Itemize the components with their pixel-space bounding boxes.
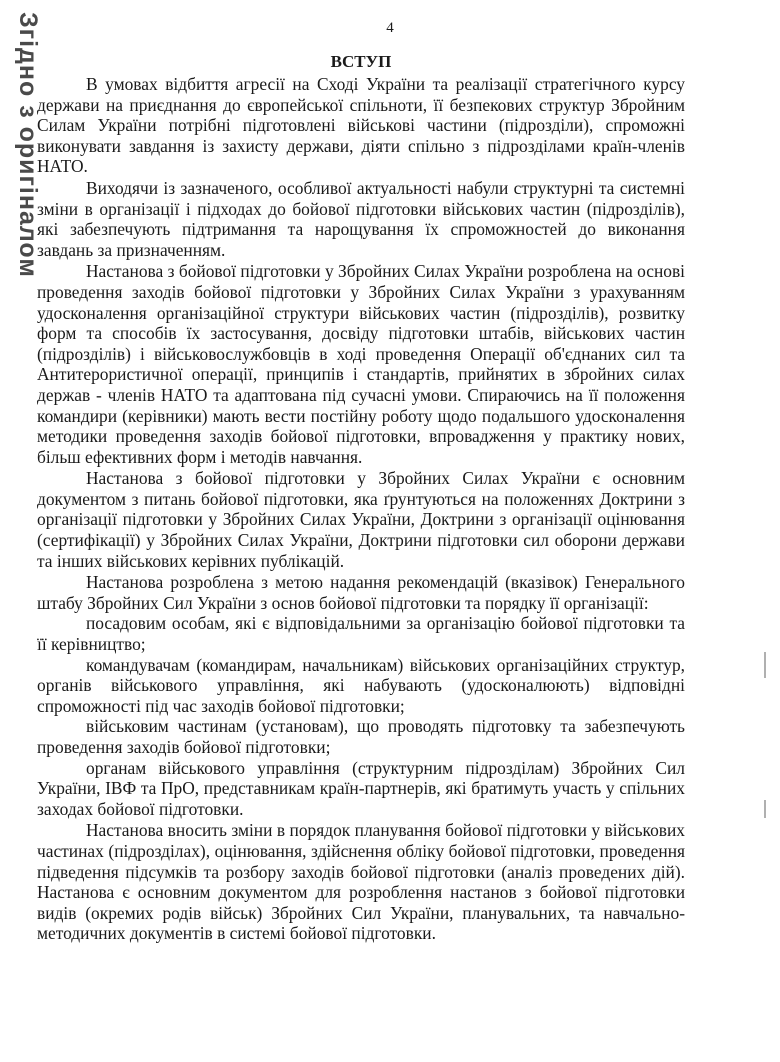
paragraph-doctrine: Настанова з бойової підготовки у Збройних Силах України є основним документом з питань бойової підготовки, яка ґрунтуються на положеннях Доктрини з організації підготовки у Збройних Силах України, Доктрини з організації оцінювання (сертифікації) у Збройних Силах України, Доктрини підготовки сил оборони держави та інших військових керівних публікацій.: [37, 468, 685, 571]
paragraph-changes: Настанова вносить зміни в порядок планування бойової підготовки у військових частинах (підрозділах), оцінювання, здійснення обліку бойової підготовки, проведення підведення підсумків та розбору заходів бойової підготовки (аналіз проведених дій). Настанова є основним документом для розроблення настанов з бойової підготовки видів (окремих родів військ) Збройних Сил України, планувальних, та навчально-методичних документів в системі бойової підготовки.: [37, 820, 685, 944]
paragraph-basis: Настанова з бойової підготовки у Збройних Силах України розроблена на основі проведення заходів бойової підготовки у Збройних Силах України з урахуванням удосконалення організаційної структури військових частин (підрозділів), розвитку форм та способів їх застосування, досвіду підготовки штабів, військових частин (підрозділів) і військовослужбовців в ході проведення Операції об'єднаних сил та Антитерористичної операції, принципів і стандартів, прийнятих в збройних силах держав - членів НАТО та адаптована під сучасні умови. Спираючись на її положення командири (керівники) мають вести постійну роботу щодо подальшого удосконалення методики проведення заходів бойової підготовки, впровадження у практику нових, більш ефективних форм і методів навчання.: [37, 261, 685, 467]
document-body: [37, 50, 685, 944]
certification-stamp: Згідно з оригіналом: [14, 12, 42, 278]
list-item-officials: посадовим особам, які є відповідальними за організацію бойової підготовки та її керівництво;: [37, 613, 685, 655]
list-item-units: військовим частинам (установам), що проводять підготовку та забезпечують проведення заходів бойової підготовки;: [37, 716, 685, 757]
paragraph-relevance: Виходячи із зазначеного, особливої актуальності набули структурні та системні зміни в організації і підходах до бойової підготовки військових частин (підрозділів), які забезпечують підтримання та нарощування їх спроможностей до виконання завдань за призначенням.: [37, 177, 685, 260]
section-title: ВСТУП: [330, 52, 392, 71]
paragraph-purpose: Настанова розроблена з метою надання рекомендацій (вказівок) Генерального штабу Збройних Сил України з основ бойової підготовки та порядку її організації:: [37, 572, 685, 613]
list-item-control-bodies: органам військового управління (структурним підрозділам) Збройних Сил України, ІВФ та ПрО, представникам країн-партнерів, які братимуть участь у спільних заходах бойової підготовки.: [37, 757, 685, 819]
scan-edge-mark: [764, 800, 766, 818]
scan-edge-mark: [764, 652, 766, 678]
list-item-commanders: командувачам (командирам, начальникам) військових організаційних структур, органів військового управління, які набувають (удосконалюють) відповідні спроможності під час заходів бойової підготовки;: [37, 654, 685, 716]
paragraph-intro: В умовах відбиття агресії на Сході України та реалізації стратегічного курсу держави на приєднання до європейської спільноти, її безпекових структур Збройним Силам України потрібні підготовлені військові частини (підрозділи), спроможні виконувати завдання із захисту держави, діяти спільно з підрозділами країн-членів НАТО.: [37, 74, 685, 177]
page-number: 4: [386, 20, 394, 36]
